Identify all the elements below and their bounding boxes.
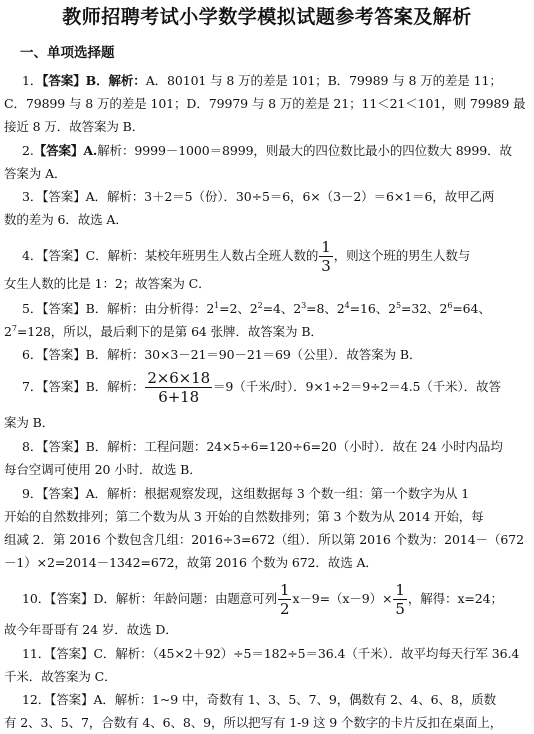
answer-text: ＝9（千米/时）．9×1÷2＝9÷2＝4.5（千米）．故答 — [213, 379, 501, 394]
answer-10-line-1 — [22, 581, 532, 618]
answer-number: 6． — [22, 347, 43, 362]
fraction-denominator: 5 — [395, 600, 405, 618]
answer-text: 工程问题：24×5÷6=120÷6=20（小时）．故在 24 小时内品均 — [144, 439, 503, 454]
power-text: =2、2 — [219, 301, 258, 316]
answer-1-line-1 — [22, 73, 532, 89]
answer-text: 解析：9999－1000＝8999，则最大的四位数比最小的四位数大 8999．故 — [97, 143, 512, 158]
answer-tag: 【答案】A．解析： — [42, 189, 145, 204]
answer-12-line-2: 有 2、3、5、7，合数有 4、6、8、9，所以把写有 1-9 这 9 个数字的卡片反扣在桌面上， — [4, 715, 503, 730]
answer-tag: 【答案】B．解析： — [42, 347, 145, 362]
power-text: =64、 — [452, 301, 491, 316]
answer-tag: 【答案】A．解析： — [42, 486, 145, 501]
fraction-one-half — [278, 581, 291, 618]
answer-tag: 【答案】A．解析： — [50, 692, 152, 707]
answer-7-line-2: 案为 B． — [4, 415, 55, 430]
exponent: 6 — [447, 300, 453, 310]
fraction-numerator: 1 — [280, 581, 290, 599]
answer-text: 1~9 中，奇数有 1、3、5、7、9，偶数有 2、4、6、8，质数 — [152, 692, 496, 707]
answer-tag: 【答案】C．解析： — [42, 248, 145, 263]
answer-9-line-4: －1）×2=2014－1342=672，故第 2016 个数为 672．故选 A． — [4, 555, 378, 570]
answer-tag: 【答案】D．解析： — [50, 591, 153, 606]
answer-text: A．80101 与 8 万的差是 101；B．79989 与 8 万的差是 11； — [145, 73, 502, 88]
answer-5-line-1 — [22, 301, 532, 317]
power-text: =32、2 — [400, 301, 448, 316]
answer-number: 10． — [22, 591, 51, 606]
answer-text: x－9=（x－9）× — [292, 591, 393, 606]
answer-9-line-3: 组减 2．第 2016 个数包含几组：2016÷3=672（组）．所以第 2016 个数为：2014－（672 — [4, 532, 524, 547]
answer-6-line-1 — [22, 347, 532, 363]
answer-4-line-2: 女生人数的比是 1：2；故答案为 C． — [4, 276, 211, 291]
exponent: 3 — [301, 300, 307, 310]
fraction-numerator: 1 — [321, 238, 331, 256]
answer-number: 11． — [22, 646, 51, 661]
answer-tag: 【答案】B．解析： — [42, 301, 145, 316]
answer-2-line-1 — [22, 143, 532, 159]
exponent: 2 — [257, 300, 263, 310]
answer-tag: 【答案】C．解析： — [50, 646, 153, 661]
answer-text: 3＋2＝5（份）．30÷5＝6，6×（3－2）＝6×1＝6，故甲乙两 — [144, 189, 495, 204]
fraction-numerator: 2×6×18 — [147, 369, 211, 387]
exponent: 7 — [11, 323, 17, 333]
answer-3-line-1 — [22, 189, 532, 205]
answer-text: 某校年班男生人数占全班人数的 — [144, 248, 319, 263]
answer-number: 12． — [22, 692, 51, 707]
answer-number: 8． — [22, 439, 43, 454]
answer-number: 7． — [22, 379, 43, 394]
answer-1-line-3: 接近 8 万．故答案为 B． — [4, 119, 145, 134]
answer-number: 5． — [22, 301, 43, 316]
exponent: 1 — [214, 300, 220, 310]
answer-text: 根据观察发现，这组数据每 3 个数一组：第一个数字为从 1 — [144, 486, 470, 501]
power-text: =4、2 — [262, 301, 302, 316]
fraction-numerator: 1 — [395, 581, 405, 599]
answer-tag: 【答案】B．解析： — [42, 73, 146, 88]
answer-5-line-2 — [4, 324, 532, 340]
answer-text-cont: ，则这个班的男生人数与 — [333, 248, 471, 263]
fraction-denominator: 2 — [280, 600, 290, 618]
fraction-formula — [145, 369, 212, 406]
answer-11-line-2: 千米．故答案为 C． — [4, 669, 117, 684]
answer-tag: 【答案】B．解析： — [42, 379, 145, 394]
answer-4-line-1 — [22, 238, 532, 275]
answer-1-line-2: C．79899 与 8 万的差是 101；D．79979 与 8 万的差是 21；11＜21＜101，则 79989 最 — [4, 96, 526, 111]
exponent: 4 — [344, 300, 350, 310]
answer-9-line-1 — [22, 486, 532, 502]
answer-12-line-1 — [22, 692, 532, 708]
answer-number: 4． — [22, 248, 43, 263]
answer-text: =128，所以，最后剩下的是第 64 张牌．故答案为 B． — [16, 324, 323, 339]
answer-number: 2. — [22, 143, 34, 158]
answer-3-line-2: 数的差为 6．故选 A． — [4, 212, 128, 227]
fraction-denominator: 6+18 — [158, 388, 200, 406]
answer-number: 1． — [22, 73, 43, 88]
answer-tag: 【答案】B．解析： — [42, 439, 145, 454]
answer-11-line-1 — [22, 646, 532, 662]
answer-text: ，解得：x=24； — [407, 591, 503, 606]
section-heading: 一、单项选择题 — [20, 45, 115, 61]
answer-2-line-2: 答案为 A． — [4, 166, 67, 181]
answer-10-line-2: 故今年哥哥有 24 岁．故选 D． — [4, 622, 178, 637]
answer-text: （45×2＋92）÷5＝182÷5＝36.4（千米）．故平均每天行军 36.4 — [152, 646, 520, 661]
power-text: 2 — [4, 324, 12, 339]
fraction-one-third — [319, 238, 332, 275]
answer-number: 3． — [22, 189, 43, 204]
fraction-denominator: 3 — [321, 257, 331, 275]
answer-9-line-2: 开始的自然数排列；第二个数为从 3 开始的自然数排列；第 3 个数为从 2014 开始，每 — [4, 509, 484, 524]
answer-8-line-1 — [22, 439, 532, 455]
answer-text: 30×3－21＝90－21＝69（公里）．故答案为 B． — [144, 347, 422, 362]
answer-text: 年龄问题：由题意可列 — [152, 591, 277, 606]
answer-number: 9． — [22, 486, 43, 501]
power-text: =16、2 — [349, 301, 396, 316]
exponent: 5 — [395, 300, 401, 310]
answer-8-line-2: 每台空调可使用 20 小时．故选 B． — [4, 462, 202, 477]
power-text: =8、2 — [306, 301, 345, 316]
answer-7-line-1 — [22, 369, 532, 406]
document-title: 教师招聘考试小学数学模拟试题参考答案及解析 — [62, 6, 472, 28]
fraction-one-fifth — [393, 581, 406, 618]
answer-tag: 【答案】A. — [33, 143, 98, 158]
power-text: 由分析得：2 — [144, 301, 215, 316]
